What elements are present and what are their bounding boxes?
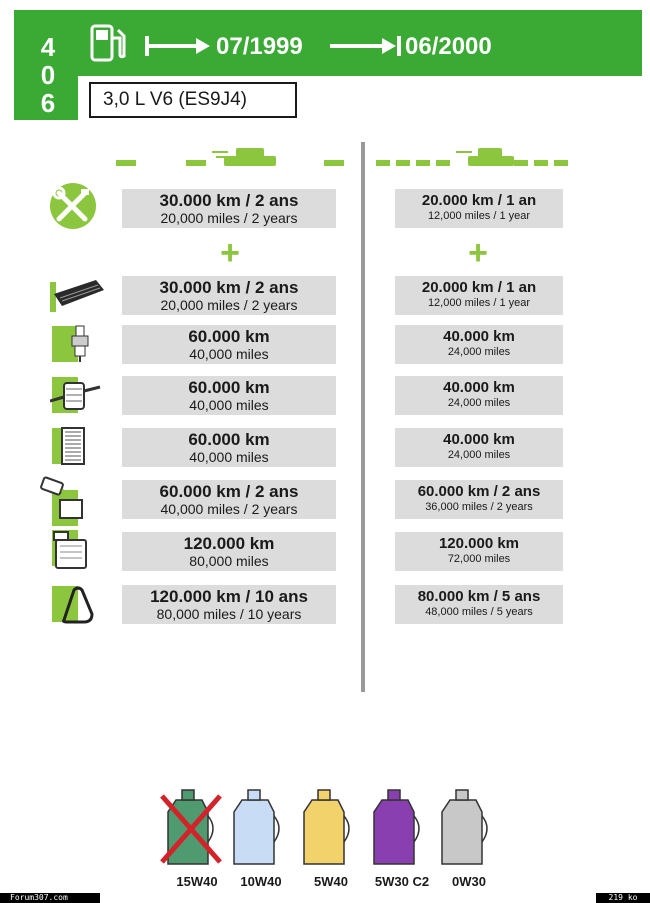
model-digit: 4 <box>40 32 56 62</box>
car-icon <box>212 148 276 166</box>
interval-km: 20.000 km / 1 an <box>421 279 537 296</box>
interval-km: 80.000 km / 5 ans <box>417 588 541 605</box>
fluid-container-icon <box>52 530 78 566</box>
oil-bottle-icon <box>162 790 220 864</box>
plus-sign: + <box>220 234 240 272</box>
oil-grade-label: 10W40 <box>240 874 282 889</box>
column-divider <box>361 142 365 692</box>
oil-bottle-icon <box>234 790 279 864</box>
model-digit: 6 <box>40 88 56 118</box>
left-interval-cell <box>122 532 336 571</box>
interval-km: 40.000 km <box>443 431 515 448</box>
interval-miles: 36,000 miles / 2 years <box>425 501 533 513</box>
air-filter-icon <box>50 276 106 312</box>
right-interval-cell <box>395 376 563 415</box>
interval-km: 120.000 km <box>438 535 520 552</box>
footer-page: 219 ko <box>596 893 650 903</box>
oil-bottle-icon <box>304 790 349 864</box>
left-interval-cell <box>122 428 336 467</box>
interval-miles: 40,000 miles / 2 years <box>160 501 298 517</box>
severe-conditions-heading <box>376 140 574 170</box>
right-interval-cell <box>395 585 563 624</box>
interval-km: 30.000 km / 2 ans <box>159 191 299 210</box>
oil-bottles <box>160 788 520 868</box>
right-interval-cell <box>395 325 563 364</box>
interval-miles: 40,000 miles <box>189 346 269 362</box>
oil-grade-label: 0W30 <box>452 874 486 889</box>
timing-belt-icon <box>52 586 78 622</box>
date-from: 07/1999 <box>216 33 303 60</box>
interval-miles: 20,000 miles / 2 years <box>160 297 298 313</box>
model-number-box <box>14 10 78 120</box>
interval-miles: 72,000 miles <box>447 553 511 565</box>
interval-miles: 24,000 miles <box>447 346 511 358</box>
right-interval-cell <box>395 276 563 315</box>
oil-grade-label: 5W30 C2 <box>374 874 430 889</box>
arrow-right-icon <box>144 34 212 58</box>
arrow-right-icon <box>328 34 402 58</box>
spark-plug-icon <box>52 326 78 362</box>
normal-conditions-heading <box>116 140 348 170</box>
right-interval-cell <box>395 532 563 571</box>
oil-level-icon <box>52 480 78 516</box>
interval-km: 60.000 km <box>188 378 270 397</box>
left-interval-cell <box>122 585 336 624</box>
interval-miles: 80,000 miles / 10 years <box>156 606 302 622</box>
car-icon <box>456 148 514 166</box>
interval-km: 60.000 km / 2 ans <box>417 483 541 500</box>
interval-km: 60.000 km <box>188 327 270 346</box>
interval-miles: 24,000 miles <box>447 397 511 409</box>
left-interval-cell <box>122 480 336 519</box>
left-interval-cell <box>122 189 336 228</box>
left-interval-cell <box>122 325 336 364</box>
interval-km: 40.000 km <box>443 328 515 345</box>
engine-label: 3,0 L V6 (ES9J4) <box>89 82 297 118</box>
cabin-filter-icon <box>52 428 78 464</box>
right-interval-cell <box>395 428 563 467</box>
oil-grade-label: 5W40 <box>314 874 348 889</box>
interval-miles: 12,000 miles / 1 year <box>427 210 531 222</box>
interval-miles: 40,000 miles <box>189 449 269 465</box>
interval-miles: 40,000 miles <box>189 397 269 413</box>
interval-miles: 24,000 miles <box>447 449 511 461</box>
footer-site: Forum307.com <box>0 893 100 903</box>
plus-sign: + <box>468 234 488 272</box>
right-interval-cell <box>395 189 563 228</box>
interval-km: 120.000 km / 10 ans <box>150 587 308 606</box>
interval-miles: 80,000 miles <box>189 553 269 569</box>
fuel-filter-icon <box>52 377 78 413</box>
service-tools-icon <box>45 181 101 231</box>
interval-km: 40.000 km <box>443 379 515 396</box>
oil-bottle-icon <box>374 790 419 864</box>
interval-km: 60.000 km / 2 ans <box>159 482 299 501</box>
interval-miles: 12,000 miles / 1 year <box>427 297 531 309</box>
interval-km: 120.000 km <box>183 534 275 553</box>
interval-km: 20.000 km / 1 an <box>421 192 537 209</box>
model-digit: 0 <box>40 60 56 90</box>
left-interval-cell <box>122 376 336 415</box>
right-interval-cell <box>395 480 563 519</box>
interval-km: 30.000 km / 2 ans <box>159 278 299 297</box>
date-to: 06/2000 <box>405 33 492 60</box>
interval-miles: 48,000 miles / 5 years <box>425 606 533 618</box>
oil-bottle-icon <box>442 790 487 864</box>
left-interval-cell <box>122 276 336 315</box>
interval-km: 60.000 km <box>188 430 270 449</box>
fuel-pump-icon <box>90 22 130 66</box>
interval-miles: 20,000 miles / 2 years <box>160 210 298 226</box>
oil-grade-label: 15W40 <box>176 874 218 889</box>
